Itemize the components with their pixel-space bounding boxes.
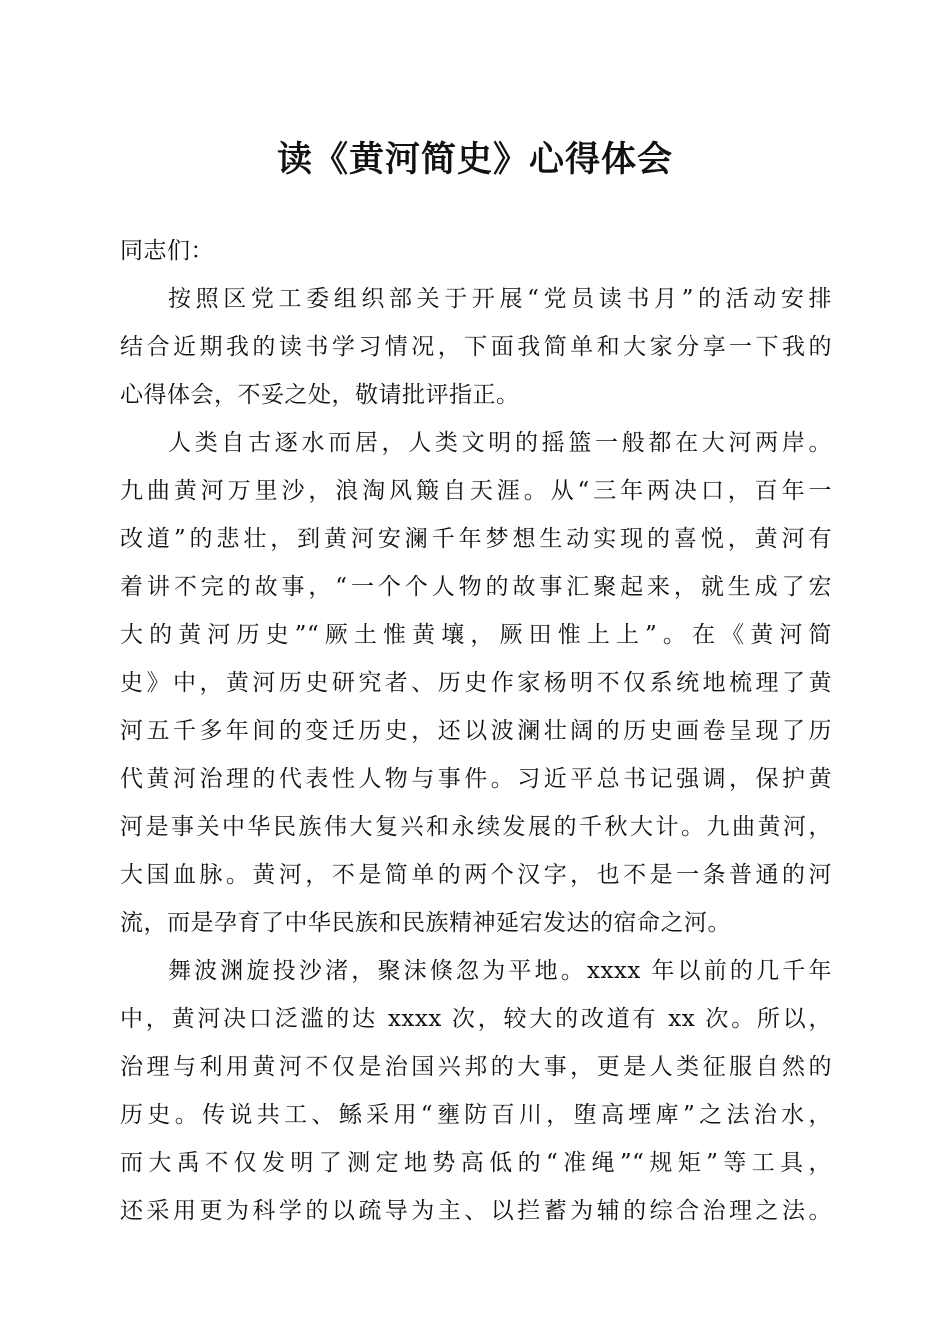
body-line: 人类自古逐水而居，人类文明的摇篮一般都在大河两岸。 [168,430,832,456]
body-line: 大的黄河历史”“厥土惟黄壤，厥田惟上上”。在《黄河简 [120,622,832,648]
body-line: 结合近期我的读书学习情况，下面我简单和大家分享一下我的 [120,334,832,360]
body-line: 舞波渊旋投沙渚，聚沫倏忽为平地。xxxx 年以前的几千年 [168,958,832,984]
body-line: 治理与利用黄河不仅是治国兴邦的大事，更是人类征服自然的 [120,1054,832,1080]
body-line: 着讲不完的故事，“一个个人物的故事汇聚起来，就生成了宏 [120,574,832,600]
body-line: 大国血脉。黄河，不是简单的两个汉字，也不是一条普通的河 [120,862,832,888]
body-line: 河五千多年间的变迁历史，还以波澜壮阔的历史画卷呈现了历 [120,718,832,744]
body-line: 心得体会，不妥之处，敬请批评指正。 [120,382,520,408]
body-line: 改道”的悲壮，到黄河安澜千年梦想生动实现的喜悦，黄河有 [120,526,832,552]
body-line: 九曲黄河万里沙，浪淘风簸自天涯。从“三年两决口，百年一 [120,478,832,504]
document-title: 读《黄河简史》心得体会 [276,139,673,180]
body-line: 流，而是孕育了中华民族和民族精神延宕发达的宿命之河。 [120,910,731,936]
body-line: 历史。传说共工、鲧采用“壅防百川，堕高堙庳”之法治水， [120,1102,832,1128]
body-line: 同志们： [120,238,214,264]
body-line: 按照区党工委组织部关于开展“党员读书月”的活动安排 [168,286,832,312]
body-line: 还采用更为科学的以疏导为主、以拦蓄为辅的综合治理之法。 [120,1198,832,1224]
body-line: 代黄河治理的代表性人物与事件。习近平总书记强调，保护黄 [120,766,832,792]
document-body [120,234,832,1242]
body-line: 而大禹不仅发明了测定地势高低的“准绳”“规矩”等工具， [120,1150,832,1176]
body-line: 史》中，黄河历史研究者、历史作家杨明不仅系统地梳理了黄 [120,670,832,696]
body-line: 中，黄河决口泛滥的达 xxxx 次，较大的改道有 xx 次。所以， [120,1006,832,1032]
body-line: 河是事关中华民族伟大复兴和永续发展的千秋大计。九曲黄河， [120,814,832,840]
